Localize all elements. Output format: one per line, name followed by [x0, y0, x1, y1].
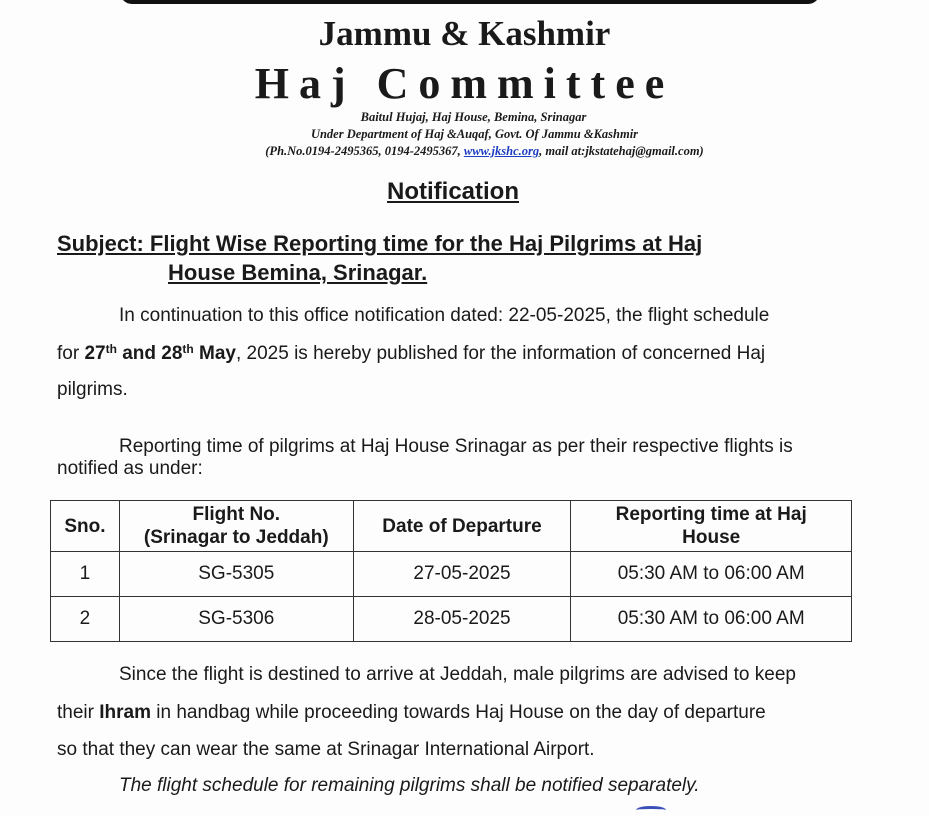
- header-flight: [119, 501, 353, 552]
- para3-line2: [57, 702, 766, 724]
- header-flight-line2: (Srinagar to Jeddah): [143, 527, 329, 548]
- para1-line2: [57, 342, 765, 365]
- ihram-text: Ihram: [99, 702, 151, 723]
- top-binding-strip: [120, 0, 820, 4]
- date-28: 28: [161, 343, 183, 364]
- cell-flight: SG-5305: [119, 552, 353, 597]
- para3-line1: Since the flight is destined to arrive at Jeddah, male pilgrims are advised to keep: [119, 664, 796, 685]
- cell-sno: 2: [51, 597, 120, 642]
- header-reporting: [571, 501, 852, 552]
- header-sno: Sno.: [51, 501, 120, 552]
- cell-time: 05:30 AM to 06:00 AM: [571, 552, 852, 597]
- date-27: 27: [84, 343, 106, 364]
- subject-line-1: Subject: Flight Wise Reporting time for the Haj Pilgrims at Haj: [57, 231, 703, 256]
- address-line-2: Under Department of Haj &Auqaf, Govt. Of Jammu &Kashmir: [310, 127, 639, 141]
- para3-pre: their: [57, 702, 100, 723]
- para1-line3: pilgrims.: [57, 379, 128, 400]
- committee-heading: Haj Committee: [254, 59, 675, 108]
- website-link[interactable]: www.jkshc.org: [463, 144, 540, 158]
- para4: The flight schedule for remaining pilgrims shall be notified separately.: [119, 775, 700, 796]
- month-text: May: [193, 343, 236, 364]
- header-flight-line1: Flight No.: [192, 504, 281, 525]
- cell-flight: SG-5306: [119, 597, 353, 642]
- signature-stroke: [636, 806, 666, 814]
- contact-line: [20, 144, 929, 159]
- para3-post: in handbag while proceeding towards Haj House on the day of departure: [151, 702, 766, 723]
- cell-time: 05:30 AM to 06:00 AM: [571, 597, 852, 642]
- table-header-row: [51, 501, 852, 552]
- header-reporting-line2: House: [682, 527, 741, 548]
- para2-line2: notified as under:: [57, 458, 203, 479]
- table-row: [51, 597, 852, 642]
- state-heading: Jammu & Kashmir: [318, 14, 611, 53]
- cell-sno: 1: [51, 552, 120, 597]
- address-line-1: Baitul Hujaj, Haj House, Bemina, Srinagar: [360, 110, 587, 124]
- table-row: [51, 552, 852, 597]
- subject-line-2: House Bemina, Srinagar.: [168, 260, 428, 285]
- para1-pre: for: [57, 343, 85, 364]
- para1-line1: In continuation to this office notification dated: 22-05-2025, the flight schedule: [119, 305, 770, 326]
- para1-post: , 2025 is hereby published for the information of concerned Haj: [235, 343, 766, 364]
- contact-suffix: , mail at:jkstatehaj@gmail.com): [539, 144, 704, 158]
- header-reporting-line1: Reporting time at Haj: [615, 504, 807, 525]
- notification-title: Notification: [387, 178, 519, 205]
- and-text: and: [116, 343, 162, 364]
- para3-line3: so that they can wear the same at Srinagar International Airport.: [57, 739, 595, 760]
- date-27-suffix: th: [105, 342, 117, 356]
- cell-date: 28-05-2025: [353, 597, 571, 642]
- cell-date: 27-05-2025: [353, 552, 571, 597]
- flight-schedule-table: [50, 500, 852, 642]
- header-date: Date of Departure: [353, 501, 571, 552]
- date-28-suffix: th: [182, 342, 194, 356]
- contact-prefix: (Ph.No.0194-2495365, 0194-2495367,: [265, 144, 464, 158]
- para2-line1: Reporting time of pilgrims at Haj House Srinagar as per their respective flights is: [119, 436, 793, 457]
